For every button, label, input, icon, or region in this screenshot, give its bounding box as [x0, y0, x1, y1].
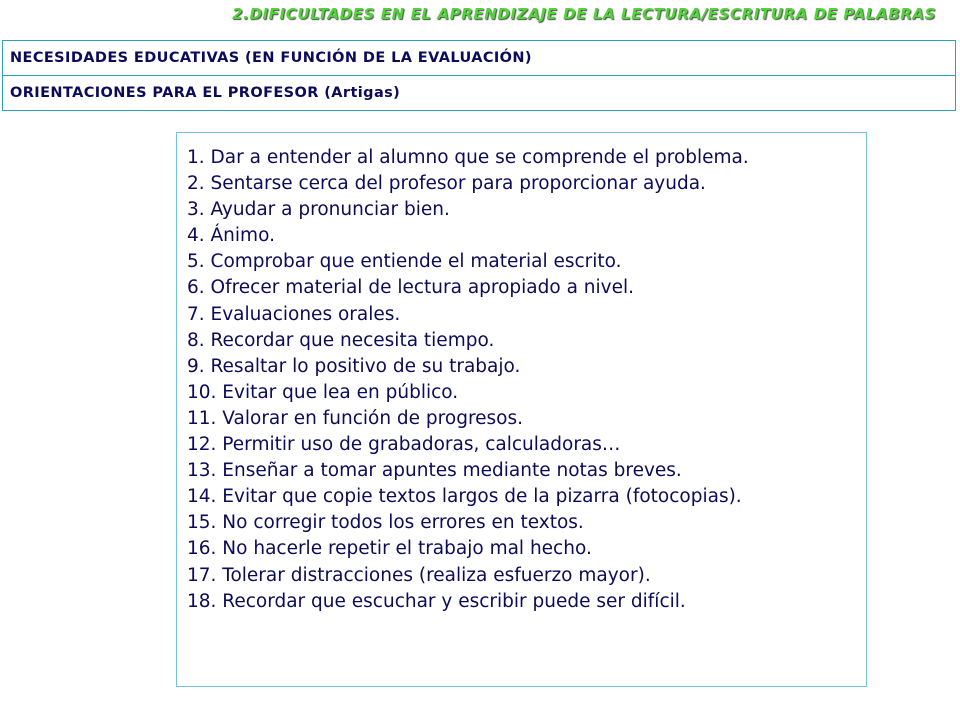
list-item: 7. Evaluaciones orales. — [187, 303, 401, 325]
list-item: 16. No hacerle repetir el trabajo mal hecho. — [187, 538, 592, 560]
list-item: 8. Recordar que necesita tiempo. — [187, 329, 495, 351]
list-item: 9. Resaltar lo positivo de su trabajo. — [187, 355, 521, 377]
list-item: 5. Comprobar que entiende el material escrito. — [187, 251, 622, 273]
page-title: 2.DIFICULTADES EN EL APRENDIZAJE DE LA LECTURA/ESCRITURA DE PALABRAS — [232, 5, 936, 23]
section-header-orientations-label: ORIENTACIONES PARA EL PROFESOR (Artigas) — [10, 85, 401, 101]
list-item: 17. Tolerar distracciones (realiza esfuerzo mayor). — [187, 564, 651, 586]
section-header-needs-label: NECESIDADES EDUCATIVAS (EN FUNCIÓN DE LA EVALUACIÓN) — [10, 50, 532, 66]
list-item: 12. Permitir uso de grabadoras, calculadoras… — [187, 434, 621, 456]
list-item: 13. Enseñar a tomar apuntes mediante notas breves. — [187, 460, 682, 482]
list-item: 3. Ayudar a pronunciar bien. — [187, 199, 450, 221]
list-item: 1. Dar a entender al alumno que se comprende el problema. — [187, 147, 749, 168]
list-item: 10. Evitar que lea en público. — [187, 381, 459, 403]
section-header-orientations — [2, 75, 956, 111]
recommendations-panel — [176, 132, 867, 687]
recommendations-list — [187, 145, 866, 615]
list-item: 18. Recordar que escuchar y escribir puede ser difícil. — [187, 590, 686, 612]
section-header-needs — [2, 40, 956, 76]
list-item: 2. Sentarse cerca del profesor para proporcionar ayuda. — [187, 173, 706, 195]
list-item: 11. Valorar en función de progresos. — [187, 407, 523, 429]
list-item: 15. No corregir todos los errores en textos. — [187, 512, 584, 534]
list-item: 6. Ofrecer material de lectura apropiado a nivel. — [187, 277, 635, 299]
list-item: 4. Ánimo. — [187, 225, 275, 247]
list-item: 14. Evitar que copie textos largos de la pizarra (fotocopias). — [187, 486, 742, 508]
